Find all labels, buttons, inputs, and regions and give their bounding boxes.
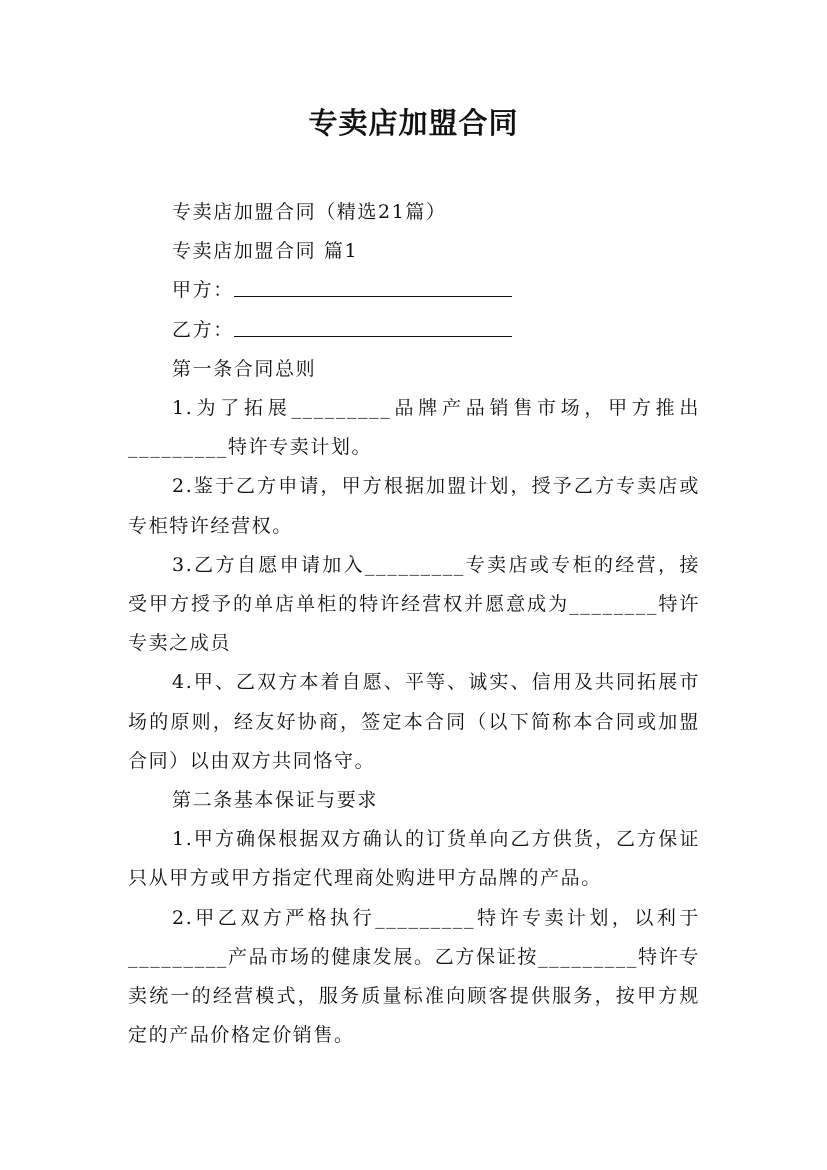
party-a-label: 甲方： — [172, 279, 234, 302]
clause-1-4: 4.甲、乙双方本着自愿、平等、诚实、信用及共同拓展市场的原则，经友好协商，签定本合同（以下简称本合同或加盟合同）以由双方共同恪守。 — [128, 671, 700, 772]
party-a-line — [128, 271, 700, 310]
section-heading-article-1: 专卖店加盟合同 篇1 — [172, 240, 359, 263]
party-a-blank — [234, 278, 512, 297]
general-principles-heading: 第一条合同总则 — [172, 357, 317, 380]
clause-2-1: 1.甲方确保根据双方确认的订货单向乙方供货，乙方保证只从甲方或甲方指定代理商处购进甲方品牌的产品。 — [128, 828, 700, 890]
clause-1-2: 2.鉴于乙方申请，甲方根据加盟计划，授予乙方专卖店或专柜特许经营权。 — [128, 475, 700, 537]
document-title: 专卖店加盟合同 — [308, 106, 519, 140]
party-b-label: 乙方： — [172, 318, 234, 341]
party-b-blank — [234, 318, 512, 337]
document-subtitle: 专卖店加盟合同（精选21篇） — [172, 201, 447, 223]
clause-1-3: 3.乙方自愿申请加入_________专卖店或专柜的经营，接受甲方授予的单店单柜的特许经营权并愿意成为________特许专卖之成员 — [128, 553, 700, 655]
clause-1-1: 1.为了拓展_________品牌产品销售市场，甲方推出_________特许专卖计划。 — [128, 397, 700, 459]
clause-2-2: 2.甲乙双方严格执行_________特许专卖计划，以利于_________产品市场的健康发展。乙方保证按_________特许专卖统一的经营模式，服务质量标准向顾客提供服务，按甲方规定的产品价格定价销售。 — [128, 906, 700, 1047]
basic-guarantees-heading: 第二条基本保证与要求 — [172, 789, 379, 812]
contract-body — [128, 193, 700, 1055]
party-b-line — [128, 311, 700, 350]
